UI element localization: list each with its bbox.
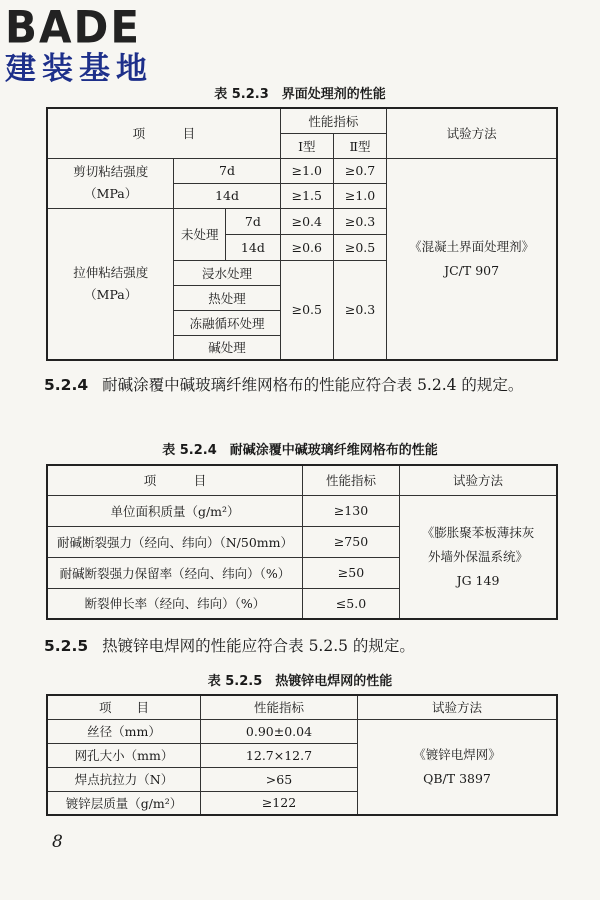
section-number: 5.2.4 [44,376,89,394]
paragraph-text: 热镀锌电焊网的性能应符合表 5.2.5 的规定。 [102,637,415,655]
t1-shear-label [47,158,174,208]
t3-header-method: 试验方法 [358,695,558,719]
table-cell: 12.7×12.7 [201,743,358,767]
table-cell: 断裂伸长率（经向、纬向）（%） [47,588,303,619]
table-cell: ≥1.0 [333,183,386,208]
table-cell: ≤5.0 [303,588,400,619]
t2-header-performance: 性能指标 [303,465,400,495]
table-cell: 7d [226,208,281,234]
table-cell: 丝径（mm） [47,719,201,743]
t1-method-line1: 《混凝土界面处理剂》 [409,238,535,254]
table-cell: >65 [201,767,358,791]
t1-header-performance: 性能指标 [280,108,387,133]
table-cell: 碱处理 [174,335,280,360]
table-cell: 14d [174,183,280,208]
t1-untreated: 未处理 [174,208,226,260]
t1-treat-type2: ≥0.3 [333,260,386,360]
table-cell: 耐碱断裂强力（经向、纬向）（N/50mm） [47,526,303,557]
table-cell: 7d [174,158,280,183]
table-cell: 耐碱断裂强力保留率（经向、纬向）（%） [47,557,303,588]
table-cell: ≥0.5 [333,234,386,260]
table-cell: 0.90±0.04 [201,719,358,743]
t1-header-item: 项 目 [47,108,280,158]
page-number: 8 [52,832,63,852]
t1-tensile-label [47,208,174,360]
table-cell: 焊点抗拉力（N） [47,767,201,791]
table2-caption: 表 5.2.4 耐碱涂覆中碱玻璃纤维网格布的性能 [162,443,438,458]
table-cell: 网孔大小（mm） [47,743,201,767]
t3-method-line1: 《镀锌电焊网》 [413,746,501,762]
table-cell: ≥0.3 [333,208,386,234]
t3-method [358,719,558,815]
table-welded-mesh [46,694,558,816]
t1-tensile-name: 拉伸粘结强度 [73,264,149,280]
t1-treat-type1: ≥0.5 [280,260,333,360]
table-cell: ≥0.4 [280,208,333,234]
t1-method [387,158,557,360]
table-cell: 冻融循环处理 [174,310,280,335]
table-cell: ≥1.0 [280,158,333,183]
t3-header-performance: 性能指标 [201,695,358,719]
t2-method-line3: JG 149 [456,572,500,588]
table-cell: ≥0.7 [333,158,386,183]
t2-header-item: 项 目 [47,465,303,495]
logo-word: BADE [5,1,142,54]
table-cell: 热处理 [174,285,280,310]
table-cell: ≥130 [303,495,400,526]
table1-caption: 表 5.2.3 界面处理剂的性能 [214,87,386,102]
t2-method-line1: 《膨胀聚苯板薄抹灰 [421,524,535,540]
table3-caption: 表 5.2.5 热镀锌电焊网的性能 [207,674,393,689]
table-cell: 单位面积质量（g/m²） [47,495,303,526]
t1-shear-name: 剪切粘结强度 [73,164,149,179]
t3-header-item: 项 目 [47,695,201,719]
t1-header-method: 试验方法 [387,108,557,158]
table-cell: 14d [226,234,281,260]
table-cell: ≥1.5 [280,183,333,208]
t1-tensile-unit: （MPa） [84,286,138,302]
t3-method-line2: QB/T 3897 [423,770,491,786]
t1-method-line2: JC/T 907 [444,262,500,278]
table-cell: ≥0.6 [280,234,333,260]
table-fiberglass-mesh [46,464,558,620]
table-cell: ≥50 [303,557,400,588]
table-cell: 镀锌层质量（g/m²） [47,791,201,815]
paragraph-5-2-5 [44,634,556,659]
paragraph-5-2-4 [44,373,556,398]
table-cell: 浸水处理 [174,260,280,285]
table-cell: ≥122 [201,791,358,815]
table-cell: ≥750 [303,526,400,557]
table-interface-agent [46,107,558,361]
bade-logo [5,1,185,87]
paragraph-text: 耐碱涂覆中碱玻璃纤维网格布的性能应符合表 5.2.4 的规定。 [102,376,524,394]
logo-subtitle: 建装基地 [5,51,153,87]
t2-method-line2: 外墙外保温系统》 [427,548,528,564]
t1-header-type2: Ⅱ型 [333,133,386,158]
t1-shear-unit: （MPa） [84,186,138,201]
t1-header-type1: Ⅰ型 [280,133,333,158]
t2-method [400,495,558,619]
t2-header-method: 试验方法 [400,465,558,495]
section-number: 5.2.5 [44,637,89,655]
